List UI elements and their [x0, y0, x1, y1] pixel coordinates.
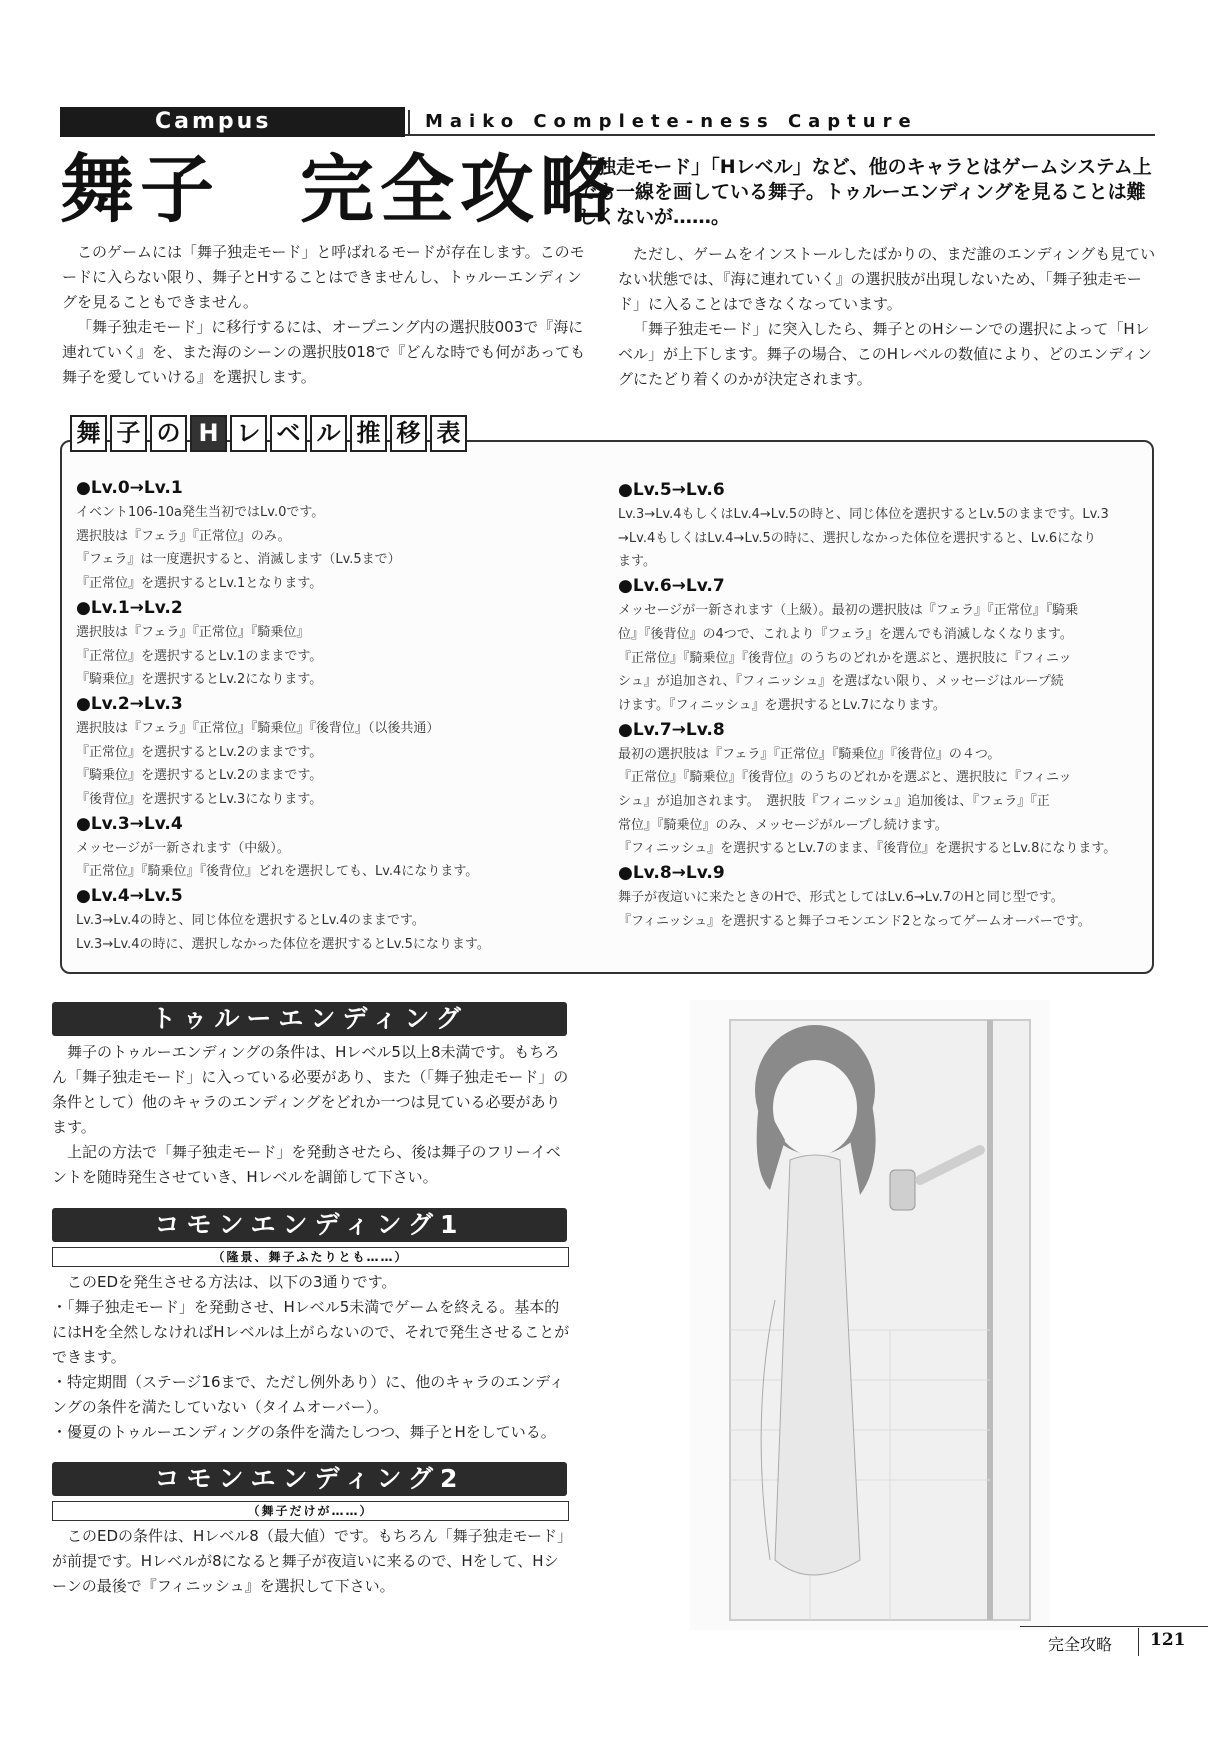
level-heading: ●Lv.7→Lv.8 — [618, 719, 725, 740]
level-line: シュ』が追加され、『フィニッシュ』を選ばない限り、メッセージはループ続 — [618, 674, 1064, 690]
level-line: 『騎乗位』を選択するとLv.2のままです。 — [76, 768, 323, 784]
level-heading: ●Lv.2→Lv.3 — [76, 693, 183, 714]
h-level-column-1 — [76, 476, 616, 957]
level-line: 『正常位』『騎乗位』『後背位』どれを選択しても、Lv.4になります。 — [76, 864, 479, 880]
section-paragraph: 舞子のトゥルーエンディングの条件は、Hレベル5以上8未満です。もちろん「舞子独走モード」に入っている必要があり、また（「舞子独走モード」の条件として）他のキャラのエンディングをどれか一つは見ている必要があります。 — [52, 1043, 569, 1136]
header-rule — [405, 134, 1155, 136]
level-line: 『フィニッシュ』を選択するとLv.7のまま、『後背位』を選択するとLv.8になります。 — [618, 841, 1117, 857]
level-line: 『正常位』を選択するとLv.2のままです。 — [76, 744, 323, 760]
true-ending-text — [52, 1040, 570, 1190]
level-heading: ●Lv.5→Lv.6 — [618, 480, 725, 500]
level-line: イベント106-10a発生当初ではLv.0です。 — [76, 505, 325, 520]
header-divider — [408, 110, 410, 136]
true-ending-heading: トゥルーエンディング — [52, 1002, 567, 1036]
table-title-char: 移 — [390, 415, 427, 452]
common-ending-2-text — [52, 1524, 570, 1599]
table-title-char: 推 — [350, 415, 387, 452]
intro-paragraph: 「舞子独走モード」に突入したら、舞子とのHシーンでの選択によって「Hレベル」が上下します。舞子の場合、このHレベルの数値により、どのエンディングにたどり着くのかが決定されます。 — [618, 320, 1152, 388]
level-line: 『正常位』『騎乗位』『後背位』のうちのどれかを選ぶと、選択肢に『フィニッ — [618, 650, 1072, 666]
level-line: メッセージが一新されます（上級）。最初の選択肢は『フェラ』『正常位』『騎乗 — [618, 603, 1079, 619]
header-subtitle: Maiko Complete-ness Capture — [425, 111, 918, 132]
footer-rule — [1020, 1626, 1208, 1627]
level-line: 選択肢は『フェラ』『正常位』『騎乗位』『後背位』（以後共通） — [76, 720, 440, 736]
level-heading: ●Lv.8→Lv.9 — [618, 863, 725, 884]
common-ending-1-heading: コモンエンディング1 — [52, 1208, 567, 1242]
level-line: 常位』『騎乗位』のみ、メッセージがループし続けます。 — [618, 817, 948, 833]
level-heading: ●Lv.1→Lv.2 — [76, 597, 183, 618]
level-line: 『正常位』『騎乗位』『後背位』のうちのどれかを選ぶと、選択肢に『フィニッ — [618, 770, 1072, 786]
section-paragraph: このEDを発生させる方法は、以下の3通りです。 — [67, 1273, 397, 1291]
level-line: 『正常位』を選択するとLv.1となります。 — [76, 576, 323, 592]
level-line: けます。『フィニッシュ』を選択するとLv.7になります。 — [618, 697, 946, 713]
level-line: 位』『後背位』の4つで、これより『フェラ』を選んでも消滅しなくなります。 — [618, 626, 1073, 642]
level-line: 『後背位』を選択するとLv.3になります。 — [76, 792, 323, 808]
table-title-char: ル — [310, 415, 347, 452]
character-illustration — [690, 1000, 1050, 1630]
level-line: →Lv.4もしくはLv.4→Lv.5の時に、選択しなかった体位を選択すると、Lv.6になり — [618, 530, 1097, 546]
footer-divider — [1138, 1628, 1139, 1656]
intro-column-1 — [62, 240, 594, 390]
level-line: メッセージが一新されます（中級）。 — [76, 840, 290, 856]
level-line: 『フィニッシュ』を選択すると舞子コモンエンド2となってゲームオーバーです。 — [618, 913, 1091, 929]
common-ending-1-text — [52, 1270, 570, 1445]
common-ending-2-subtitle: （舞子だけが……） — [52, 1501, 569, 1521]
table-title-char: の — [150, 415, 187, 452]
lead-text: 「独走モード」「Hレベル」など、他のキャラとはゲームシステム上でも一線を画している舞子。トゥルーエンディングを見ることは難しくないが……。 — [578, 156, 1152, 228]
level-line: 『フェラ』は一度選択すると、消滅します（Lv.5まで） — [76, 552, 401, 568]
level-line: 『騎乗位』を選択するとLv.2になります。 — [76, 672, 323, 688]
common-ending-1-subtitle: （隆景、舞子ふたりとも……） — [52, 1247, 569, 1267]
footer-label: 完全攻略 — [1048, 1635, 1113, 1654]
level-heading: ●Lv.3→Lv.4 — [76, 813, 183, 834]
table-title-char: レ — [230, 415, 267, 452]
level-line: シュ』が追加されます。 選択肢『フィニッシュ』追加後は、『フェラ』『正 — [618, 794, 1050, 810]
level-line: Lv.3→Lv.4の時に、選択しなかった体位を選択するとLv.5になります。 — [76, 936, 490, 952]
intro-paragraph: ただし、ゲームをインストールしたばかりの、まだ誰のエンディングも見ていない状態では、『海に連れていく』の選択肢が出現しないため、「舞子独走モード」に入ることはできなくなっています。 — [618, 245, 1156, 313]
intro-paragraph: 「舞子独走モード」に移行するには、オープニング内の選択肢003で『海に連れていく』を、また海のシーンの選択肢018で『どんな時でも何があっても舞子を愛していける』を選択します。 — [62, 318, 586, 386]
section-paragraph: ・特定期間（ステージ16まで、ただし例外あり）に、他のキャラのエンディングの条件を満たしていない（タイムオーバー）。 — [52, 1373, 564, 1416]
level-heading: ●Lv.6→Lv.7 — [618, 576, 725, 597]
level-line: 最初の選択肢は『フェラ』『正常位』『騎乗位』『後背位』の４つ。 — [618, 746, 1001, 762]
table-title-char: H — [190, 415, 227, 452]
level-heading: ●Lv.4→Lv.5 — [76, 886, 183, 907]
header-tab: Campus — [155, 109, 272, 134]
table-title-char: ベ — [270, 415, 307, 452]
level-line: 選択肢は『フェラ』『正常位』のみ。 — [76, 528, 291, 544]
level-line: 選択肢は『フェラ』『正常位』『騎乗位』 — [76, 624, 310, 640]
table-title-char: 表 — [430, 415, 467, 452]
intro-paragraph: このゲームには「舞子独走モード」と呼ばれるモードが存在します。このモードに入らない限り、舞子とHすることはできませんし、トゥルーエンディングを見ることもできません。 — [62, 243, 585, 311]
section-paragraph: ・「舞子独走モード」を発動させ、Hレベル5未満でゲームを終える。基本的にはHを全然しなければHレベルは上がらないので、それで発生させることができます。 — [52, 1298, 570, 1366]
level-heading: ●Lv.0→Lv.1 — [76, 478, 183, 498]
h-level-table-title — [70, 415, 467, 452]
level-line: 『正常位』を選択するとLv.1のままです。 — [76, 648, 323, 664]
level-line: Lv.3→Lv.4の時と、同じ体位を選択するとLv.4のままです。 — [76, 913, 425, 929]
common-ending-2-heading: コモンエンディング2 — [52, 1462, 567, 1496]
level-line: 舞子が夜這いに来たときのHで、形式としてはLv.6→Lv.7のHと同じ型です。 — [618, 890, 1064, 906]
level-line: Lv.3→Lv.4もしくはLv.4→Lv.5の時と、同じ体位を選択するとLv.5のままです。Lv.3 — [618, 507, 1109, 522]
level-line: ます。 — [618, 554, 656, 570]
h-level-column-2 — [618, 478, 1138, 934]
page-number: 121 — [1150, 1630, 1186, 1650]
intro-column-2 — [618, 242, 1158, 392]
section-paragraph: 上記の方法で「舞子独走モード」を発動させたら、後は舞子のフリーイベントを随時発生させていき、Hレベルを調節して下さい。 — [52, 1143, 561, 1186]
table-title-char: 舞 — [70, 415, 107, 452]
section-paragraph: このEDの条件は、Hレベル8（最大値）です。もちろん「舞子独走モード」が前提です。Hレベルが8になると舞子が夜這いに来るので、Hをして、Hシーンの最後で『フィニッシュ』を選択して下さい。 — [52, 1527, 565, 1595]
section-paragraph: ・優夏のトゥルーエンディングの条件を満たしつつ、舞子とHをしている。 — [52, 1423, 556, 1441]
page-title: 舞子 完全攻略 — [60, 147, 620, 233]
table-title-char: 子 — [110, 415, 147, 452]
